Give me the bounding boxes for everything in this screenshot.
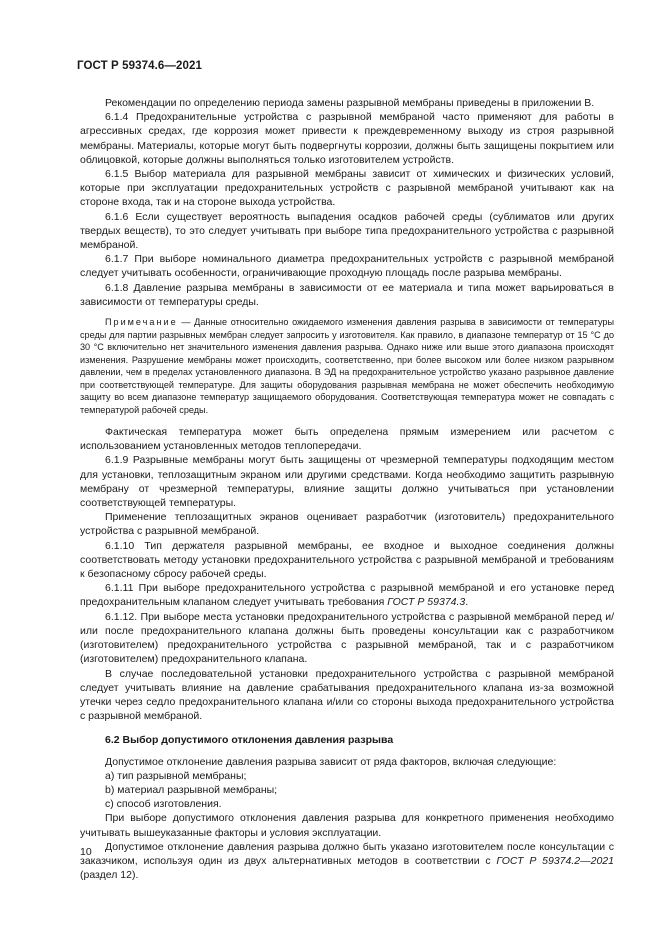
- note-text: — Данные относительно ожидаемого изменения давления разрыва в зависимости от температуры среды для партии разрывных мембран следует запросить у изготовителя. Как правило, в диапазоне температур от 15 °С до 30 °С включительно нет значительного изменения давления разрыва. Однако ниже или выше этого диапазона происходят изменения. Разрушение мембраны может происходить, соответственно, при более высоком или более низком разрывном давлении, чем в пределах установленного диапазона. В ЭД на предохранительное устройство указано разрывное давление при соответствующей температуре. Для защиты оборудования разрывная мембрана не может обеспечить необходимую защиту во всем диапазоне температур защищаемого оборудования. Соответствующая температура может не совпадать с температурой рабочей среды.: [80, 317, 614, 415]
- standard-header: ГОСТ Р 59374.6—2021: [77, 60, 202, 72]
- paragraph-6-1-7: 6.1.7 При выборе номинального диаметра предохранительных устройств с разрывной мембраной следует учитывать особенности, ограничивающие проходную площадь после разрыва мембраны.: [80, 253, 614, 280]
- paragraph: При выборе допустимого отклонения давления разрыва для конкретного применения необходимо учитывать вышеуказанные факторы и условия эксплуатации.: [80, 812, 614, 839]
- standard-reference: ГОСТ Р 59374.3: [387, 596, 466, 609]
- paragraph: В случае последовательной установки предохранительного устройства с разрывной мембраной следует учитывать влияние на давление срабатывания предохранительного клапана из-за возможной утечки через седло предохранительного клапана и/или со стороны выхода предохранительного устройства с разрывной мембраной.: [80, 667, 614, 723]
- page-content: [80, 96, 614, 882]
- paragraph: Допустимое отклонение давления разрыва зависит от ряда факторов, включая следующие:: [105, 755, 557, 768]
- paragraph-6-1-12: 6.1.12. При выборе места установки предохранительного устройства с разрывной мембраной перед и/или после предохранительного клапана должны быть проведены консультации как с разработчиком (изготовителем) предохранительного устройства с разрывной мембраной, так и с разработчиком (изготовителем) предохранительного клапана.: [80, 610, 614, 666]
- paragraph: Применение теплозащитных экранов оценивает разработчик (изготовитель) предохранительного устройства с разрывной мембраной.: [80, 511, 614, 538]
- paragraph-6-1-10: 6.1.10 Тип держателя разрывной мембраны, ее входное и выходное соединения должны соответствовать методу установки предохранительного устройства с разрывной мембраной и требованиям к безопасному сбросу рабочей среды.: [80, 539, 614, 581]
- note-paragraph: [80, 316, 614, 416]
- standard-reference: ГОСТ Р 59374.2—2021: [496, 854, 614, 867]
- paragraph-end: .: [465, 596, 469, 609]
- section-title: 6.2 Выбор допустимого отклонения давления разрыва: [105, 734, 394, 747]
- paragraph-6-1-5: 6.1.5 Выбор материала для разрывной мембраны зависит от химических и физических условий, которые при эксплуатации предохранительных устройств с разрывной мембраной учитывают как на стороне входа, так и на стороне выхода устройства.: [80, 168, 614, 209]
- list-item: c) способ изготовления.: [105, 798, 222, 811]
- list-item: a) тип разрывной мембраны;: [105, 769, 247, 782]
- paragraph-text: Допустимое отклонение давления разрыва должно быть указано изготовителем после консультации с заказчиком, используя один из двух альтернативных методов в соответствии с: [80, 840, 614, 867]
- paragraph-6-1-6: 6.1.6 Если существует вероятность выпадения осадков рабочей среды (сублиматов или других твердых веществ), то это следует учитывать при выборе типа предохранительного устройства с разрывной мембраной.: [80, 210, 614, 252]
- paragraph-6-1-11: [80, 581, 614, 609]
- paragraph-6-1-4: 6.1.4 Предохранительные устройства с разрывной мембраной часто применяют для работы в агрессивных средах, где коррозия может привести к преждевременному выходу из строя разрывной мембраны. Материалы, которые могут быть подвергнуты коррозии, должны быть защищены покрытием или облицовкой, которые должны выполняться только изготовителем устройств.: [80, 111, 614, 166]
- paragraph-text: 6.1.11 При выборе предохранительного устройства с разрывной мембраной и его установке перед предохранительным клапаном следует учитывать требования: [80, 582, 614, 609]
- page-number: 10: [80, 846, 92, 858]
- paragraph: Рекомендации по определению периода замены разрывной мембраны приведены в приложении В.: [105, 97, 595, 109]
- list-item: b) материал разрывной мембраны;: [105, 783, 278, 796]
- paragraph: [80, 840, 614, 883]
- note-block: [80, 316, 614, 416]
- paragraph: Фактическая температура может быть определена прямым измерением или расчетом с использованием установленных методов теплопередачи.: [80, 426, 614, 453]
- note-label: Примечание: [105, 317, 178, 328]
- paragraph-6-1-9: 6.1.9 Разрывные мембраны могут быть защищены от чрезмерной температуры подходящим местом для установки, теплозащитным экраном или другими средствами. Когда необходимо защитить разрывную мембрану от чрезмерной температуры, влияние защиты должно учитываться при установлении соответствующей температуры.: [80, 454, 614, 510]
- paragraph-end: (раздел 12).: [80, 869, 139, 882]
- paragraph-6-1-8: 6.1.8 Давление разрыва мембраны в зависимости от ее материала и типа может варьироваться в зависимости от температуры среды.: [80, 281, 614, 308]
